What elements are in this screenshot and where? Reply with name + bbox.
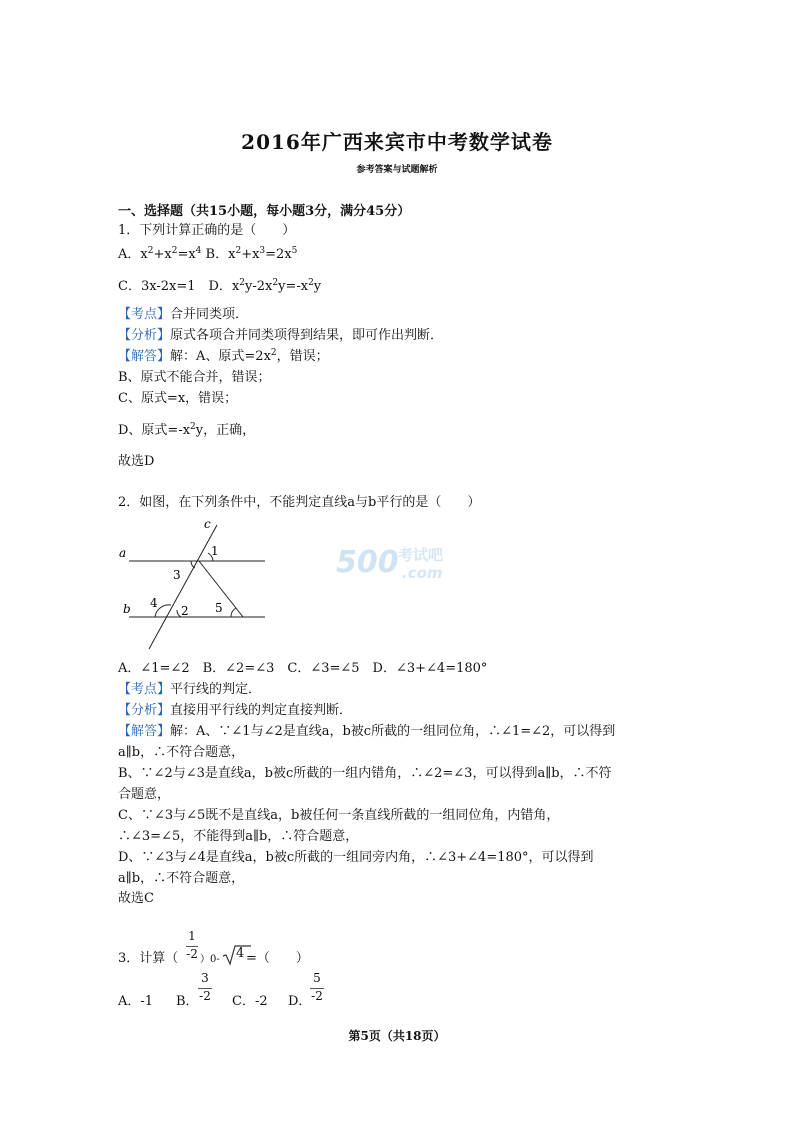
q3-opt-d-den: -2 [311, 989, 323, 1003]
kaodian-tag: 【考点】 [118, 682, 171, 697]
label-2: 2 [181, 604, 189, 618]
q2-jieda-3: B、∵∠2与∠3是直线a，b被c所截的一组内错角，∴∠2=∠3，可以得到a∥b，∴不符 [118, 766, 612, 781]
watermark-text: 考试吧 [398, 546, 444, 564]
q3-stem-prefix: 3．计算（ [118, 951, 179, 966]
jieda-tag: 【解答】 [118, 349, 171, 364]
q2-jieda-4: 合题意， [118, 787, 171, 802]
q1-jieda-1-text: 解：A、原式$=2x^2$，错误； [170, 348, 329, 364]
q1-jieda-4: D、原式$=-x^2y$，正确， [118, 422, 256, 438]
label-c: c [204, 517, 211, 531]
q1-opt-b-label: B． [205, 247, 229, 262]
q3-opt-b-den: -2 [199, 989, 211, 1003]
q2-figure [115, 515, 275, 650]
q1-kaodian [118, 306, 248, 324]
q2-kaodian [118, 681, 261, 699]
q1-options-cd [118, 278, 321, 296]
q1-opt-d: $x^2y-2x^2y=-x^2y$ [231, 278, 322, 294]
q2-jieda-1 [118, 723, 615, 741]
q1-opt-a: $x^2+x^2=x^4$ [140, 246, 202, 262]
q3-sqrt-body: 4 [236, 946, 245, 961]
q3-opt-d-label: D． [288, 994, 312, 1009]
q3-opt-a: A．-1 [118, 994, 154, 1009]
q1-answer: 故选D [118, 454, 155, 469]
q2-options: A．∠1=∠2 B．∠2=∠3 C．∠3=∠5 D．∠3+∠4=180° [118, 661, 488, 676]
watermark-number: 500 [336, 545, 399, 580]
label-b: b [123, 602, 131, 616]
q1-opt-d-label: D． [208, 279, 232, 294]
fenxi-tag: 【分析】 [118, 328, 171, 343]
q2-stem: 2．如图，在下列条件中，不能判定直线a与b平行的是（ ） [118, 495, 481, 510]
q3-opt-d-num: 5 [313, 971, 321, 985]
q3-opt-c: C．-2 [232, 994, 268, 1009]
page-footer: 第5页（共18页） [348, 1029, 446, 1043]
q2-jieda-5: C、∵∠3与∠5既不是直线a，b被任何一条直线所截的一组同位角，内错角， [118, 808, 560, 823]
angle-5-arc [231, 608, 236, 617]
q2-kaodian-text: 平行线的判定． [170, 682, 262, 697]
q1-stem: 1．下列计算正确的是（ ） [118, 223, 296, 238]
q1-kaodian-text: 合并同类项． [170, 307, 249, 322]
q1-fenxi-text: 原式各项合并同类项得到结果，即可作出判断． [170, 328, 444, 343]
q1-opt-b: $x^2+x^3=2x^5$ [228, 246, 298, 262]
q3-stem-suffix: =（ ） [246, 951, 309, 966]
label-5: 5 [215, 601, 223, 615]
kaodian-tag: 【考点】 [118, 307, 171, 322]
page-title: 2016年广西来宾市中考数学试卷 [241, 130, 553, 154]
q3-frac-den: -2 [186, 947, 198, 961]
q1-jieda-3: C、原式=x，错误； [118, 391, 238, 406]
watermark-domain: .com [402, 564, 443, 582]
q3-opt-b-num: 3 [201, 971, 209, 985]
q2-jieda-7: D、∵∠3与∠4是直线a，b被c所截的一组同旁内角，∴∠3+∠4=180°，可以得到 [118, 850, 594, 865]
q3-opt-b-label: B． [176, 994, 199, 1009]
label-4: 4 [150, 596, 158, 610]
q2-jieda-8: a∥b，∴不符合题意， [118, 871, 245, 886]
q3-frac-num: 1 [188, 929, 196, 943]
q3-stem-mid: ）0- [200, 954, 220, 965]
section-heading: 一、选择题（共15小题，每小题3分，满分45分） [118, 204, 411, 219]
q1-opt-a-label: A． [118, 247, 141, 262]
q2-answer: 故选C [118, 891, 154, 906]
q2-jieda-6: ∴∠3=∠5，不能得到a∥b，∴符合题意， [118, 829, 359, 844]
line-c [149, 525, 217, 649]
label-1: 1 [211, 544, 219, 558]
q2-jieda-2: a∥b，∴不符合题意， [118, 745, 245, 760]
q1-jieda-1 [118, 348, 329, 366]
q1-opt-c: C．3x-2x=1 [118, 279, 196, 294]
fenxi-tag: 【分析】 [118, 703, 171, 718]
q1-jieda-2: B、原式不能合并，错误； [118, 370, 271, 385]
label-a: a [119, 546, 127, 560]
q2-jieda-1-text: 解：A、∵∠1与∠2是直线a，b被c所截的一组同位角，∴∠1=∠2，可以得到 [170, 724, 616, 739]
label-3: 3 [173, 568, 181, 582]
jieda-tag: 【解答】 [118, 724, 171, 739]
q2-fenxi [118, 702, 352, 720]
page-subtitle: 参考答案与试题解析 [356, 165, 438, 175]
q1-fenxi [118, 327, 443, 345]
q1-options-ab [118, 246, 297, 264]
watermark-logo [330, 534, 460, 584]
q2-fenxi-text: 直接用平行线的判定直接判断． [170, 703, 353, 718]
